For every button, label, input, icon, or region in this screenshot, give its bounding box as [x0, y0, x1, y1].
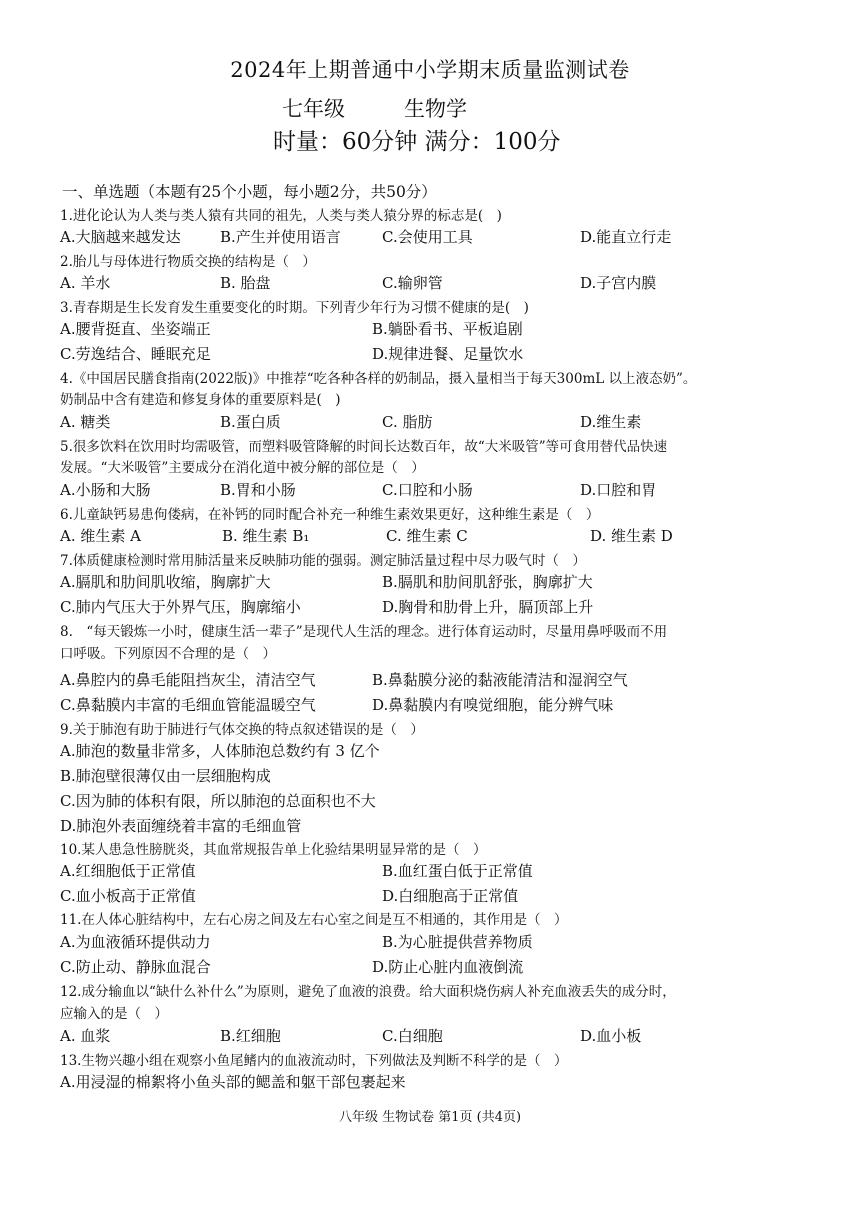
option: A.膈肌和肋间肌收缩，胸廓扩大 — [60, 573, 271, 591]
question-stem: 7.体质健康检测时常用肺活量来反映肺功能的强弱。测定肺活量过程中尽力吸气时（ ） — [60, 553, 586, 569]
option: A.红细胞低于正常值 — [60, 862, 196, 880]
option: D.鼻黏膜内有嗅觉细胞，能分辨气味 — [372, 696, 614, 714]
question-stem: 4.《中国居民膳食指南(2022版)》中推荐“吃各种各样的奶制品，摄入量相当于每天300mL 以上液态奶”。 — [60, 371, 697, 387]
option: B.血红蛋白低于正常值 — [382, 862, 533, 880]
option: A. 维生素 A — [60, 527, 141, 545]
question-stem-continued: 应输入的是（ ） — [60, 1006, 168, 1022]
subject-label: 生物学 — [404, 97, 467, 121]
option: C.因为肺的体积有限，所以肺泡的总面积也不大 — [60, 792, 376, 810]
question-stem-continued: 发展。“大米吸管”主要成分在消化道中被分解的部位是（ ） — [60, 460, 425, 476]
option: D.白细胞高于正常值 — [382, 887, 519, 905]
option: A.小肠和大肠 — [60, 481, 151, 499]
question-stem: 3.青春期是生长发育发生重要变化的时期。下列青少年行为习惯不健康的是( ) — [60, 300, 529, 316]
exam-time-info: 时量：60分钟 满分：100分 — [273, 129, 561, 155]
option: C.鼻黏膜内丰富的毛细血管能温暖空气 — [60, 696, 316, 714]
question-stem: 8. “每天锻炼一小时，健康生活一辈子”是现代人生活的理念。进行体育运动时，尽量用鼻呼吸而不用 — [60, 624, 668, 640]
option: C.肺内气压大于外界气压，胸廓缩小 — [60, 598, 301, 616]
question-stem: 6.儿童缺钙易患佝偻病，在补钙的同时配合补充一种维生素效果更好，这种维生素是（ ） — [60, 507, 600, 523]
question-stem-continued: 口呼吸。下列原因不合理的是（ ） — [60, 646, 276, 662]
option: B.鼻黏膜分泌的黏液能清洁和湿润空气 — [372, 671, 628, 689]
option: C.劳逸结合、睡眠充足 — [60, 345, 211, 363]
option: D.子宫内膜 — [580, 274, 657, 292]
option: A.用浸湿的棉絮将小鱼头部的鳃盖和躯干部包裹起来 — [60, 1073, 406, 1091]
option: C.输卵管 — [382, 274, 443, 292]
option: C.白细胞 — [382, 1027, 443, 1045]
option: C.口腔和小肠 — [382, 481, 473, 499]
question-stem-continued: 奶制品中含有建造和修复身体的重要原料是( ) — [60, 392, 341, 408]
option: C.会使用工具 — [382, 228, 473, 246]
question-stem: 12.成分输血以“缺什么补什么”为原则，避免了血液的浪费。给大面积烧伤病人补充血液丢失的成分时， — [60, 984, 676, 1000]
option: B.红细胞 — [220, 1027, 281, 1045]
question-stem: 13.生物兴趣小组在观察小鱼尾鳍内的血液流动时，下列做法及判断不科学的是（ ） — [60, 1053, 568, 1069]
option: C. 脂肪 — [382, 413, 433, 431]
question-stem: 2.胎儿与母体进行物质交换的结构是（ ） — [60, 254, 316, 270]
option: B.胃和小肠 — [220, 481, 296, 499]
option: B.膈肌和肋间肌舒张，胸廓扩大 — [382, 573, 593, 591]
section-heading: 一、单选题（本题有25个小题，每小题2分，共50分） — [62, 183, 437, 201]
option: A.大脑越来越发达 — [60, 228, 181, 246]
option: D.胸骨和肋骨上升，膈顶部上升 — [382, 598, 594, 616]
option: C.防止动、静脉血混合 — [60, 958, 211, 976]
option: A.为血液循环提供动力 — [60, 933, 211, 951]
option: D. 维生素 D — [590, 527, 673, 545]
option: B.为心脏提供营养物质 — [382, 933, 533, 951]
option: D.口腔和胃 — [580, 481, 657, 499]
grade-label: 七年级 — [282, 97, 345, 121]
option: A. 羊水 — [60, 274, 111, 292]
option: D.肺泡外表面缠绕着丰富的毛细血管 — [60, 817, 302, 835]
option: B.蛋白质 — [220, 413, 281, 431]
page-footer: 八年级 生物试卷 第1页 (共4页) — [338, 1110, 522, 1125]
question-stem: 5.很多饮料在饮用时均需吸管，而塑料吸管降解的时间长达数百年，故“大米吸管”等可食用替代品快速 — [60, 439, 668, 455]
option: D.防止心脏内血液倒流 — [372, 958, 524, 976]
option: B.肺泡壁很薄仅由一层细胞构成 — [60, 767, 271, 785]
question-stem: 9.关于肺泡有助于肺进行气体交换的特点叙述错误的是（ ） — [60, 722, 424, 738]
option: D.规律进餐、足量饮水 — [372, 345, 524, 363]
option: C. 维生素 C — [386, 527, 468, 545]
question-stem: 11.在人体心脏结构中，左右心房之间及左右心室之间是互不相通的，其作用是（ ） — [60, 912, 568, 928]
option: B. 维生素 B₁ — [222, 527, 310, 545]
option: D.血小板 — [580, 1027, 642, 1045]
option: B.产生并使用语言 — [220, 228, 341, 246]
option: A. 血浆 — [60, 1027, 111, 1045]
option: A.腰背挺直、坐姿端正 — [60, 320, 211, 338]
option: C.血小板高于正常值 — [60, 887, 196, 905]
option: B. 胎盘 — [220, 274, 271, 292]
exam-title: 2024年上期普通中小学期末质量监测试卷 — [230, 58, 630, 82]
question-stem: 10.某人患急性膀胱炎，其血常规报告单上化验结果明显异常的是（ ） — [60, 842, 487, 858]
option: A. 糖类 — [60, 413, 111, 431]
option: D.能直立行走 — [580, 228, 672, 246]
question-stem: 1.进化论认为人类与类人猿有共同的祖先，人类与类人猿分界的标志是( ) — [60, 208, 502, 224]
option: A.鼻腔内的鼻毛能阻挡灰尘，清洁空气 — [60, 671, 316, 689]
option: A.肺泡的数量非常多，人体肺泡总数约有 3 亿个 — [60, 742, 380, 760]
option: B.躺卧看书、平板追剧 — [372, 320, 523, 338]
option: D.维生素 — [580, 413, 642, 431]
